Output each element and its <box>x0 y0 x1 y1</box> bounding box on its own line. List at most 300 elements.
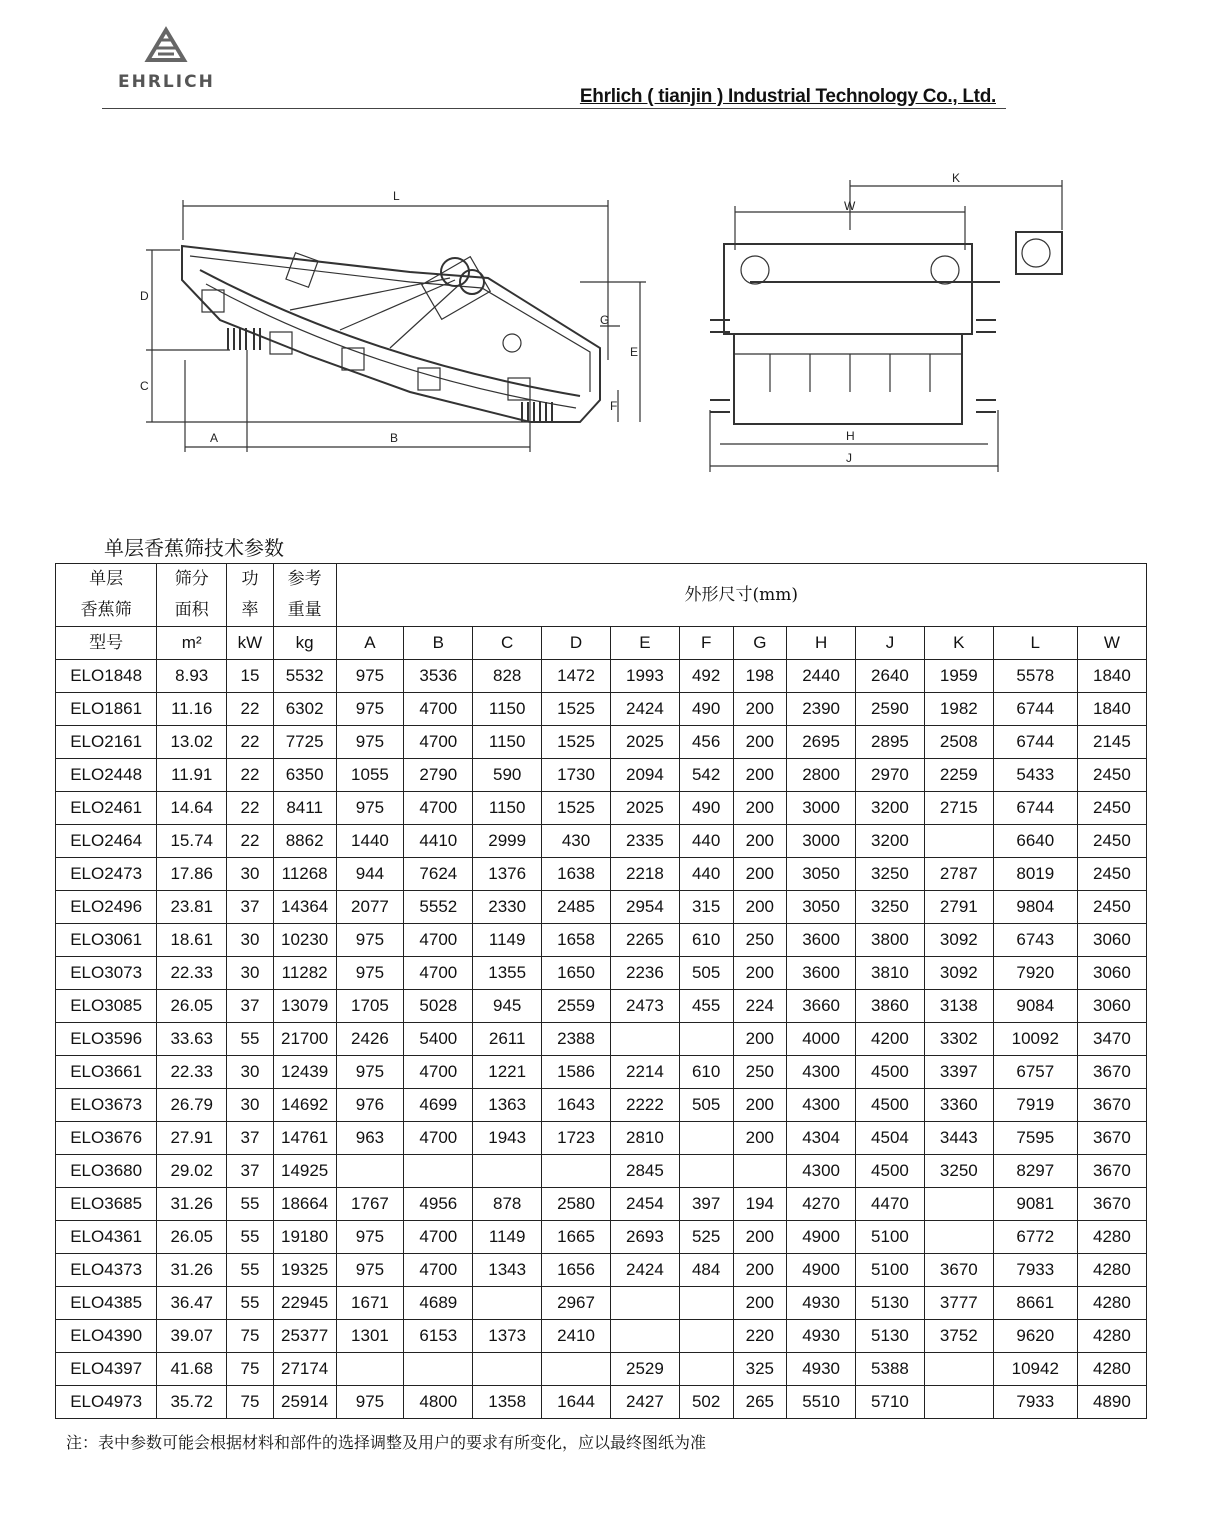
value-cell: 2259 <box>924 759 993 792</box>
value-cell: 200 <box>733 891 787 924</box>
value-cell: 14.64 <box>157 792 227 825</box>
value-cell: 1705 <box>336 990 404 1023</box>
value-cell: 1525 <box>542 726 611 759</box>
value-cell: 12439 <box>273 1056 336 1089</box>
header-unit-cell: G <box>733 627 787 660</box>
value-cell: 14925 <box>273 1155 336 1188</box>
value-cell: 33.63 <box>157 1023 227 1056</box>
value-cell: 945 <box>473 990 542 1023</box>
value-cell: 37 <box>227 891 274 924</box>
value-cell <box>679 1353 733 1386</box>
value-cell <box>473 1353 542 1386</box>
value-cell: 440 <box>679 825 733 858</box>
value-cell: 1767 <box>336 1188 404 1221</box>
value-cell: 41.68 <box>157 1353 227 1386</box>
value-cell: 27.91 <box>157 1122 227 1155</box>
value-cell: 1301 <box>336 1320 404 1353</box>
footnote: 注：表中参数可能会根据材料和部件的选择调整及用户的要求有所变化，应以最终图纸为准 <box>66 1433 707 1452</box>
value-cell: 75 <box>227 1353 274 1386</box>
value-cell: 19180 <box>273 1221 336 1254</box>
value-cell: 2025 <box>610 726 679 759</box>
value-cell: 2580 <box>542 1188 611 1221</box>
table-row <box>56 825 1147 858</box>
table-row <box>56 924 1147 957</box>
model-cell: ELO4973 <box>56 1386 157 1419</box>
value-cell: 3860 <box>856 990 925 1023</box>
value-cell: 2450 <box>1077 858 1146 891</box>
value-cell: 6744 <box>993 693 1077 726</box>
value-cell: 2999 <box>473 825 542 858</box>
value-cell: 975 <box>336 1254 404 1287</box>
value-cell: 484 <box>679 1254 733 1287</box>
value-cell: 55 <box>227 1287 274 1320</box>
value-cell: 198 <box>733 660 787 693</box>
value-cell: 4410 <box>404 825 473 858</box>
dim-label-c: C <box>140 379 149 393</box>
value-cell: 250 <box>733 924 787 957</box>
value-cell: 22 <box>227 726 274 759</box>
model-cell: ELO3680 <box>56 1155 157 1188</box>
value-cell: 14692 <box>273 1089 336 1122</box>
value-cell: 75 <box>227 1320 274 1353</box>
value-cell: 22 <box>227 693 274 726</box>
table-row <box>56 1155 1147 1188</box>
value-cell: 194 <box>733 1188 787 1221</box>
model-cell: ELO2496 <box>56 891 157 924</box>
header-unit-cell: E <box>610 627 679 660</box>
model-cell: ELO4373 <box>56 1254 157 1287</box>
value-cell: 6757 <box>993 1056 1077 1089</box>
header-unit-cell: F <box>679 627 733 660</box>
value-cell <box>473 1155 542 1188</box>
value-cell: 26.79 <box>157 1089 227 1122</box>
value-cell: 3200 <box>856 825 925 858</box>
dim-label-a: A <box>210 431 219 445</box>
value-cell: 7725 <box>273 726 336 759</box>
value-cell: 1055 <box>336 759 404 792</box>
value-cell: 2025 <box>610 792 679 825</box>
value-cell: 5552 <box>404 891 473 924</box>
value-cell: 220 <box>733 1320 787 1353</box>
value-cell: 200 <box>733 1089 787 1122</box>
value-cell: 590 <box>473 759 542 792</box>
header-weight-l1: 参考 <box>287 569 322 589</box>
table-row <box>56 990 1147 1023</box>
value-cell: 2218 <box>610 858 679 891</box>
value-cell: 7920 <box>993 957 1077 990</box>
value-cell: 2450 <box>1077 792 1146 825</box>
dim-label-d: D <box>140 289 149 303</box>
value-cell: 2845 <box>610 1155 679 1188</box>
value-cell: 200 <box>733 1221 787 1254</box>
value-cell: 1363 <box>473 1089 542 1122</box>
value-cell: 325 <box>733 1353 787 1386</box>
value-cell: 11.91 <box>157 759 227 792</box>
value-cell: 4280 <box>1077 1353 1146 1386</box>
value-cell: 828 <box>473 660 542 693</box>
logo-text: EHRLICH <box>118 72 215 92</box>
value-cell: 4280 <box>1077 1287 1146 1320</box>
value-cell: 4700 <box>404 924 473 957</box>
value-cell <box>924 1221 993 1254</box>
value-cell: 8.93 <box>157 660 227 693</box>
value-cell: 975 <box>336 792 404 825</box>
value-cell: 2236 <box>610 957 679 990</box>
value-cell: 265 <box>733 1386 787 1419</box>
model-cell: ELO4385 <box>56 1287 157 1320</box>
value-cell: 315 <box>679 891 733 924</box>
value-cell: 6772 <box>993 1221 1077 1254</box>
value-cell: 13079 <box>273 990 336 1023</box>
value-cell: 3000 <box>787 825 856 858</box>
value-cell <box>610 1023 679 1056</box>
value-cell: 610 <box>679 924 733 957</box>
header-area-l2: 面积 <box>174 600 209 620</box>
value-cell: 3670 <box>1077 1056 1146 1089</box>
table-row <box>56 1023 1147 1056</box>
model-cell: ELO2161 <box>56 726 157 759</box>
table-row <box>56 1221 1147 1254</box>
header-unit-cell: m² <box>157 627 227 660</box>
value-cell: 39.07 <box>157 1320 227 1353</box>
value-cell: 1982 <box>924 693 993 726</box>
header-unit-cell: W <box>1077 627 1146 660</box>
value-cell: 542 <box>679 759 733 792</box>
value-cell: 6744 <box>993 792 1077 825</box>
value-cell: 10230 <box>273 924 336 957</box>
value-cell: 2810 <box>610 1122 679 1155</box>
value-cell: 9804 <box>993 891 1077 924</box>
value-cell: 200 <box>733 1122 787 1155</box>
value-cell: 19325 <box>273 1254 336 1287</box>
value-cell: 2695 <box>787 726 856 759</box>
value-cell: 11.16 <box>157 693 227 726</box>
header-area <box>157 564 227 627</box>
value-cell: 31.26 <box>157 1188 227 1221</box>
value-cell: 4304 <box>787 1122 856 1155</box>
value-cell <box>733 1155 787 1188</box>
value-cell: 3050 <box>787 891 856 924</box>
dim-label-e: E <box>630 345 639 359</box>
value-cell: 1643 <box>542 1089 611 1122</box>
value-cell: 10942 <box>993 1353 1077 1386</box>
model-cell: ELO3085 <box>56 990 157 1023</box>
value-cell: 3060 <box>1077 957 1146 990</box>
value-cell: 15.74 <box>157 825 227 858</box>
value-cell: 1665 <box>542 1221 611 1254</box>
value-cell: 2450 <box>1077 759 1146 792</box>
table-title: 单层香蕉筛技术参数 <box>104 536 284 560</box>
value-cell: 1723 <box>542 1122 611 1155</box>
value-cell: 6350 <box>273 759 336 792</box>
value-cell: 505 <box>679 1089 733 1122</box>
value-cell: 2473 <box>610 990 679 1023</box>
value-cell: 3670 <box>1077 1089 1146 1122</box>
value-cell: 6743 <box>993 924 1077 957</box>
value-cell: 22 <box>227 759 274 792</box>
value-cell <box>336 1353 404 1386</box>
header-unit-cell: 型号 <box>56 627 157 660</box>
value-cell: 22945 <box>273 1287 336 1320</box>
table-row <box>56 1122 1147 1155</box>
table-row <box>56 957 1147 990</box>
value-cell: 944 <box>336 858 404 891</box>
value-cell: 975 <box>336 660 404 693</box>
value-cell: 2800 <box>787 759 856 792</box>
value-cell: 1373 <box>473 1320 542 1353</box>
value-cell: 4700 <box>404 726 473 759</box>
value-cell: 30 <box>227 957 274 990</box>
model-cell: ELO1848 <box>56 660 157 693</box>
table-row <box>56 660 1147 693</box>
value-cell <box>679 1023 733 1056</box>
value-cell <box>542 1353 611 1386</box>
value-cell: 5710 <box>856 1386 925 1419</box>
value-cell: 25914 <box>273 1386 336 1419</box>
value-cell: 3660 <box>787 990 856 1023</box>
value-cell <box>924 1188 993 1221</box>
value-cell <box>404 1155 473 1188</box>
header-weight <box>273 564 336 627</box>
value-cell: 5130 <box>856 1320 925 1353</box>
header-model <box>56 564 157 627</box>
value-cell: 7624 <box>404 858 473 891</box>
value-cell: 2426 <box>336 1023 404 1056</box>
header-unit-cell: K <box>924 627 993 660</box>
value-cell: 963 <box>336 1122 404 1155</box>
value-cell: 5388 <box>856 1353 925 1386</box>
value-cell: 4500 <box>856 1089 925 1122</box>
value-cell: 3138 <box>924 990 993 1023</box>
value-cell: 2390 <box>787 693 856 726</box>
value-cell: 3200 <box>856 792 925 825</box>
header-model-l2: 香蕉筛 <box>80 600 132 620</box>
value-cell: 3250 <box>856 858 925 891</box>
value-cell: 2330 <box>473 891 542 924</box>
value-cell: 11282 <box>273 957 336 990</box>
table-row <box>56 1188 1147 1221</box>
value-cell: 3670 <box>924 1254 993 1287</box>
value-cell: 2485 <box>542 891 611 924</box>
value-cell <box>542 1155 611 1188</box>
value-cell: 975 <box>336 726 404 759</box>
value-cell: 18664 <box>273 1188 336 1221</box>
table-row <box>56 759 1147 792</box>
table-row <box>56 792 1147 825</box>
value-cell: 3000 <box>787 792 856 825</box>
header-row-units <box>56 627 1147 660</box>
value-cell: 1644 <box>542 1386 611 1419</box>
dim-label-l: L <box>393 189 400 203</box>
model-cell: ELO3061 <box>56 924 157 957</box>
header-dimensions: 外形尺寸(mm) <box>336 564 1146 627</box>
model-cell: ELO4361 <box>56 1221 157 1254</box>
value-cell: 1355 <box>473 957 542 990</box>
value-cell: 250 <box>733 1056 787 1089</box>
value-cell: 492 <box>679 660 733 693</box>
value-cell: 200 <box>733 1287 787 1320</box>
value-cell: 4280 <box>1077 1254 1146 1287</box>
value-cell: 30 <box>227 1056 274 1089</box>
value-cell: 4280 <box>1077 1221 1146 1254</box>
value-cell: 440 <box>679 858 733 891</box>
value-cell: 3670 <box>1077 1155 1146 1188</box>
value-cell: 976 <box>336 1089 404 1122</box>
value-cell: 3752 <box>924 1320 993 1353</box>
value-cell: 2222 <box>610 1089 679 1122</box>
value-cell: 2265 <box>610 924 679 957</box>
value-cell: 2450 <box>1077 825 1146 858</box>
value-cell: 26.05 <box>157 990 227 1023</box>
value-cell: 3536 <box>404 660 473 693</box>
value-cell: 1376 <box>473 858 542 891</box>
value-cell: 37 <box>227 990 274 1023</box>
value-cell: 610 <box>679 1056 733 1089</box>
value-cell: 2611 <box>473 1023 542 1056</box>
value-cell: 35.72 <box>157 1386 227 1419</box>
value-cell: 5578 <box>993 660 1077 693</box>
value-cell: 224 <box>733 990 787 1023</box>
table-row <box>56 726 1147 759</box>
value-cell <box>404 1353 473 1386</box>
value-cell: 5028 <box>404 990 473 1023</box>
value-cell: 975 <box>336 924 404 957</box>
header-unit-cell: D <box>542 627 611 660</box>
value-cell: 4700 <box>404 1122 473 1155</box>
value-cell: 8862 <box>273 825 336 858</box>
value-cell: 200 <box>733 759 787 792</box>
value-cell: 5433 <box>993 759 1077 792</box>
table-row <box>56 1287 1147 1320</box>
value-cell: 1586 <box>542 1056 611 1089</box>
value-cell: 4700 <box>404 957 473 990</box>
value-cell <box>679 1320 733 1353</box>
value-cell: 6640 <box>993 825 1077 858</box>
value-cell <box>336 1155 404 1188</box>
value-cell: 3250 <box>856 891 925 924</box>
value-cell: 975 <box>336 1056 404 1089</box>
header-area-l1: 筛分 <box>174 569 209 589</box>
value-cell: 4689 <box>404 1287 473 1320</box>
value-cell: 21700 <box>273 1023 336 1056</box>
value-cell: 4200 <box>856 1023 925 1056</box>
value-cell: 55 <box>227 1254 274 1287</box>
value-cell <box>679 1122 733 1155</box>
value-cell: 4930 <box>787 1353 856 1386</box>
value-cell: 26.05 <box>157 1221 227 1254</box>
value-cell <box>924 825 993 858</box>
value-cell: 2590 <box>856 693 925 726</box>
header-power <box>227 564 274 627</box>
model-cell: ELO2473 <box>56 858 157 891</box>
value-cell: 7919 <box>993 1089 1077 1122</box>
value-cell: 2529 <box>610 1353 679 1386</box>
value-cell: 3670 <box>1077 1122 1146 1155</box>
value-cell: 2145 <box>1077 726 1146 759</box>
value-cell: 3250 <box>924 1155 993 1188</box>
value-cell: 2640 <box>856 660 925 693</box>
value-cell: 9084 <box>993 990 1077 1023</box>
model-cell: ELO2448 <box>56 759 157 792</box>
value-cell: 4699 <box>404 1089 473 1122</box>
value-cell: 8297 <box>993 1155 1077 1188</box>
model-cell: ELO3685 <box>56 1188 157 1221</box>
value-cell: 4890 <box>1077 1386 1146 1419</box>
value-cell: 4300 <box>787 1155 856 1188</box>
technical-drawing <box>110 160 1080 480</box>
value-cell: 8411 <box>273 792 336 825</box>
header-model-l1: 单层 <box>89 569 124 589</box>
value-cell: 2450 <box>1077 891 1146 924</box>
table-row <box>56 891 1147 924</box>
value-cell: 4700 <box>404 1221 473 1254</box>
header-unit-cell: J <box>856 627 925 660</box>
value-cell <box>924 1386 993 1419</box>
table-row <box>56 1056 1147 1089</box>
header-unit-cell: kW <box>227 627 274 660</box>
value-cell: 2954 <box>610 891 679 924</box>
value-cell: 18.61 <box>157 924 227 957</box>
value-cell: 975 <box>336 1386 404 1419</box>
value-cell: 2410 <box>542 1320 611 1353</box>
value-cell: 1149 <box>473 924 542 957</box>
value-cell: 4930 <box>787 1287 856 1320</box>
value-cell: 200 <box>733 825 787 858</box>
value-cell: 4300 <box>787 1056 856 1089</box>
value-cell: 430 <box>542 825 611 858</box>
value-cell: 505 <box>679 957 733 990</box>
value-cell: 3360 <box>924 1089 993 1122</box>
value-cell: 1525 <box>542 693 611 726</box>
value-cell <box>679 1287 733 1320</box>
header-unit-cell: B <box>404 627 473 660</box>
value-cell: 4500 <box>856 1155 925 1188</box>
value-cell: 975 <box>336 693 404 726</box>
dim-label-h: H <box>846 429 855 443</box>
value-cell: 4500 <box>856 1056 925 1089</box>
value-cell: 4700 <box>404 1056 473 1089</box>
value-cell: 1440 <box>336 825 404 858</box>
value-cell: 55 <box>227 1221 274 1254</box>
side-view-labels <box>140 189 638 445</box>
value-cell: 1472 <box>542 660 611 693</box>
value-cell: 525 <box>679 1221 733 1254</box>
value-cell: 5532 <box>273 660 336 693</box>
value-cell: 22.33 <box>157 1056 227 1089</box>
value-cell <box>924 1353 993 1386</box>
value-cell: 1656 <box>542 1254 611 1287</box>
model-cell: ELO3676 <box>56 1122 157 1155</box>
dim-label-w: W <box>844 199 856 213</box>
end-view-labels <box>844 171 960 465</box>
value-cell: 30 <box>227 1089 274 1122</box>
value-cell: 5510 <box>787 1386 856 1419</box>
value-cell <box>610 1320 679 1353</box>
value-cell: 4700 <box>404 792 473 825</box>
value-cell: 4300 <box>787 1089 856 1122</box>
value-cell: 7595 <box>993 1122 1077 1155</box>
value-cell: 17.86 <box>157 858 227 891</box>
value-cell: 200 <box>733 1023 787 1056</box>
value-cell: 7933 <box>993 1254 1077 1287</box>
value-cell: 2967 <box>542 1287 611 1320</box>
value-cell: 2094 <box>610 759 679 792</box>
value-cell: 975 <box>336 1221 404 1254</box>
value-cell: 3443 <box>924 1122 993 1155</box>
value-cell: 1221 <box>473 1056 542 1089</box>
header-unit-cell: L <box>993 627 1077 660</box>
value-cell: 2424 <box>610 1254 679 1287</box>
